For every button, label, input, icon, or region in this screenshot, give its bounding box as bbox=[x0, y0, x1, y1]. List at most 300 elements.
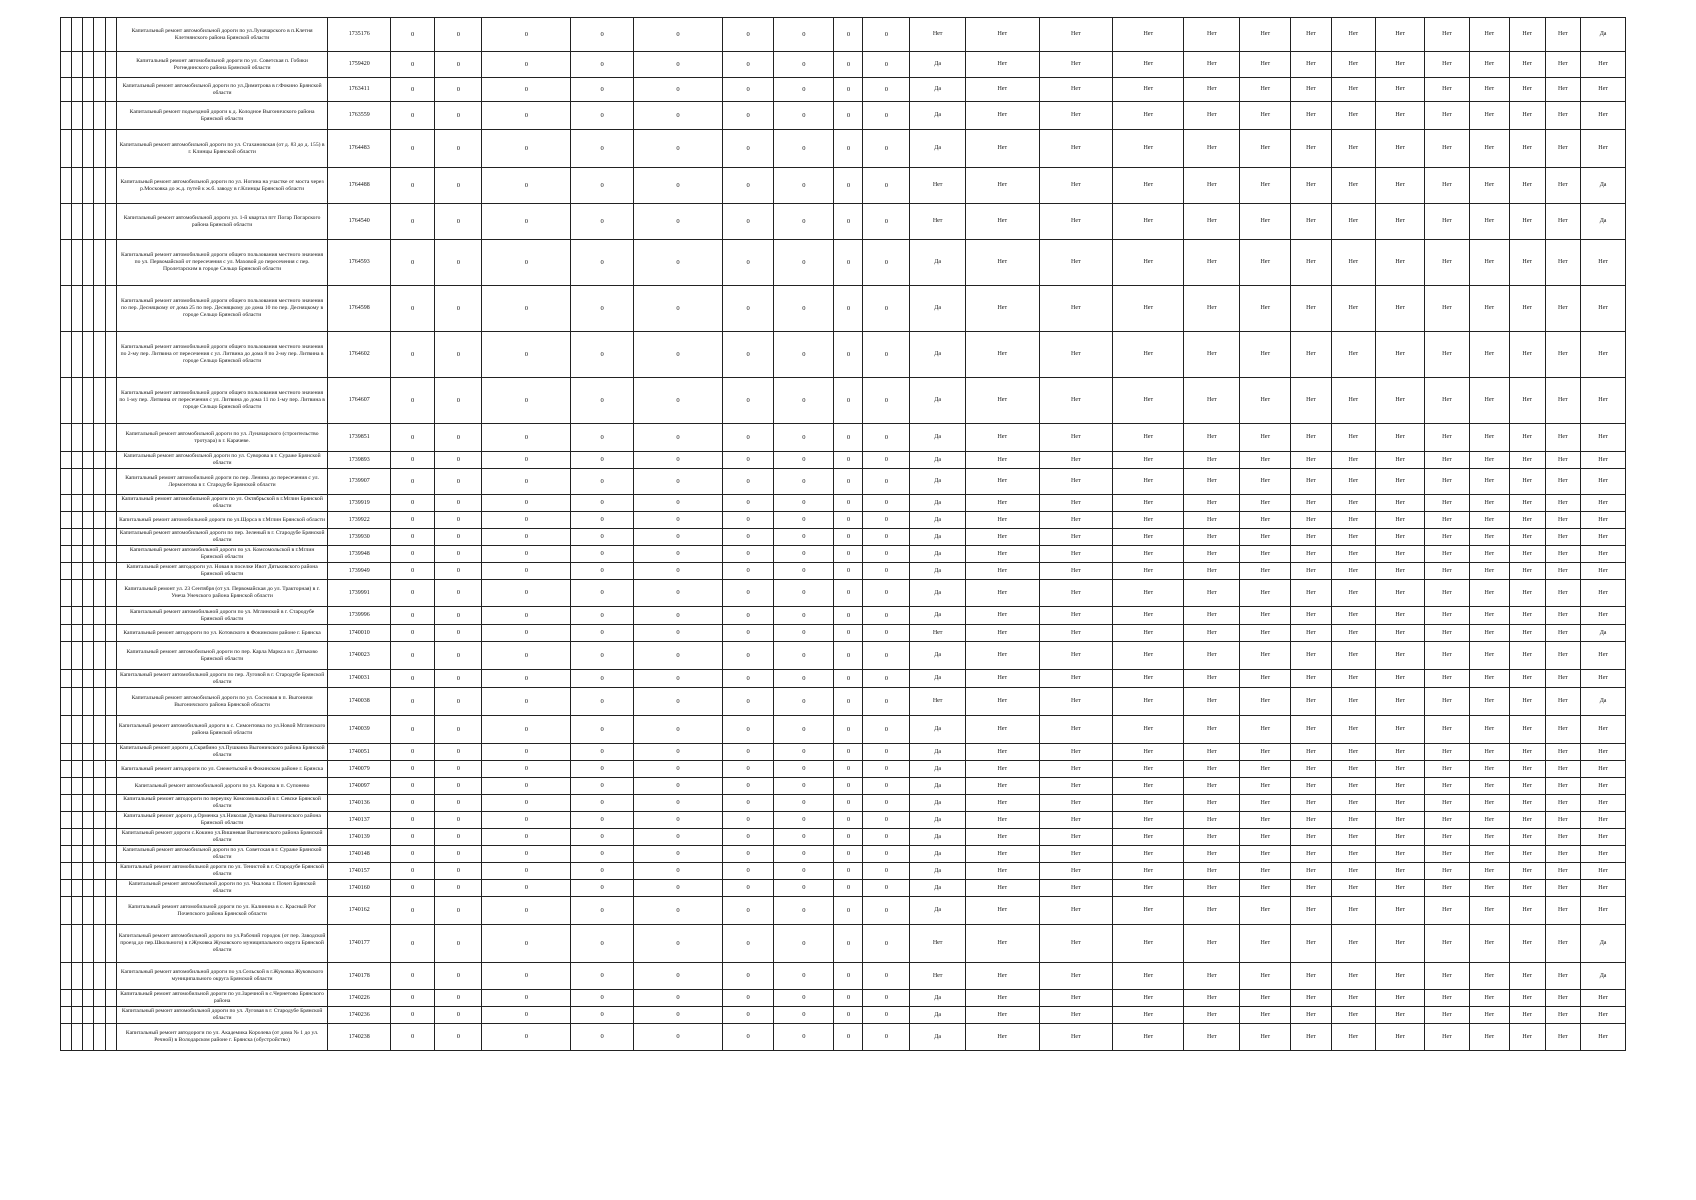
value-cell: 0 bbox=[834, 607, 863, 625]
flag-cell: Нет bbox=[1240, 744, 1291, 761]
value-cell: 0 bbox=[863, 78, 910, 102]
flag-cell: Нет bbox=[1039, 78, 1113, 102]
flag-cell: Нет bbox=[1545, 688, 1581, 716]
flag-cell: Нет bbox=[1581, 744, 1626, 761]
flag-cell: Нет bbox=[1039, 642, 1113, 670]
flag-cell: Нет bbox=[1039, 716, 1113, 744]
flag-cell: Нет bbox=[1509, 452, 1545, 469]
table-row bbox=[61, 688, 1626, 716]
flag-cell: Нет bbox=[965, 102, 1039, 130]
flag-cell: Нет bbox=[1425, 625, 1470, 642]
value-cell: 0 bbox=[435, 607, 482, 625]
row-id: 1739948 bbox=[328, 546, 390, 563]
empty-cell bbox=[105, 990, 116, 1007]
empty-cell bbox=[61, 512, 72, 529]
value-cell: 0 bbox=[390, 378, 435, 424]
flag-cell: Нет bbox=[1184, 607, 1240, 625]
empty-cell bbox=[72, 716, 83, 744]
flag-cell: Нет bbox=[1291, 378, 1331, 424]
flag-cell: Нет bbox=[1184, 168, 1240, 204]
flag-cell: Нет bbox=[1581, 286, 1626, 332]
table-row bbox=[61, 512, 1626, 529]
empty-cell bbox=[83, 332, 94, 378]
table-row bbox=[61, 469, 1626, 495]
flag-cell: Да bbox=[1581, 168, 1626, 204]
empty-cell bbox=[83, 716, 94, 744]
table-row bbox=[61, 580, 1626, 607]
value-cell: 0 bbox=[723, 378, 774, 424]
flag-cell: Нет bbox=[1331, 546, 1376, 563]
flag-cell: Нет bbox=[1240, 688, 1291, 716]
row-id: 1739851 bbox=[328, 424, 390, 452]
flag-cell: Нет bbox=[1581, 130, 1626, 168]
value-cell: 0 bbox=[482, 778, 571, 795]
value-cell: 0 bbox=[435, 102, 482, 130]
value-cell: 0 bbox=[435, 990, 482, 1007]
flag-cell: Нет bbox=[1509, 168, 1545, 204]
empty-cell bbox=[61, 1024, 72, 1051]
empty-cell bbox=[72, 529, 83, 546]
value-cell: 0 bbox=[571, 18, 633, 52]
row-id: 1740038 bbox=[328, 688, 390, 716]
flag-cell: Нет bbox=[1331, 778, 1376, 795]
flag-cell: Нет bbox=[1376, 424, 1425, 452]
flag-cell: Нет bbox=[1331, 625, 1376, 642]
flag-cell: Нет bbox=[1509, 812, 1545, 829]
flag-cell: Нет bbox=[1509, 563, 1545, 580]
row-description: Капитальный ремонт ул. 23 Сентября (от ул. Первомайская до ул. Тракторная) в г. Унеча Унечского района Брянской области bbox=[116, 580, 328, 607]
row-id: 1740148 bbox=[328, 846, 390, 863]
row-id: 1740178 bbox=[328, 963, 390, 990]
table-row bbox=[61, 795, 1626, 812]
value-cell: 0 bbox=[390, 240, 435, 286]
empty-cell bbox=[94, 716, 105, 744]
flag-cell: Нет bbox=[1113, 1024, 1184, 1051]
flag-cell: Нет bbox=[1184, 204, 1240, 240]
flag-cell: Нет bbox=[1425, 78, 1470, 102]
empty-cell bbox=[83, 688, 94, 716]
flag-cell: Нет bbox=[1113, 897, 1184, 925]
flag-cell: Нет bbox=[1291, 495, 1331, 512]
flag-cell: Да bbox=[910, 846, 966, 863]
flag-cell: Нет bbox=[1331, 688, 1376, 716]
value-cell: 0 bbox=[482, 546, 571, 563]
flag-cell: Нет bbox=[1581, 880, 1626, 897]
flag-cell: Нет bbox=[1581, 795, 1626, 812]
value-cell: 0 bbox=[723, 1007, 774, 1024]
flag-cell: Нет bbox=[1376, 52, 1425, 78]
flag-cell: Нет bbox=[1425, 829, 1470, 846]
flag-cell: Нет bbox=[1376, 512, 1425, 529]
table-row bbox=[61, 761, 1626, 778]
table-row bbox=[61, 546, 1626, 563]
flag-cell: Нет bbox=[1469, 240, 1509, 286]
empty-cell bbox=[61, 452, 72, 469]
empty-cell bbox=[83, 286, 94, 332]
flag-cell: Нет bbox=[1545, 642, 1581, 670]
empty-cell bbox=[94, 925, 105, 963]
flag-cell: Нет bbox=[1184, 625, 1240, 642]
empty-cell bbox=[105, 240, 116, 286]
flag-cell: Нет bbox=[1113, 204, 1184, 240]
table-row bbox=[61, 130, 1626, 168]
flag-cell: Нет bbox=[1291, 642, 1331, 670]
value-cell: 0 bbox=[571, 240, 633, 286]
row-id: 1740079 bbox=[328, 761, 390, 778]
value-cell: 0 bbox=[390, 130, 435, 168]
empty-cell bbox=[83, 102, 94, 130]
empty-cell bbox=[94, 812, 105, 829]
empty-cell bbox=[61, 469, 72, 495]
flag-cell: Нет bbox=[1509, 102, 1545, 130]
row-description: Капитальный ремонт автомобильной дороги по ул.Рабочий городок (от пер. Заводской проезд до пер.Школьного) в г.Жуковка Жуковского муниципального округа Брянской области bbox=[116, 925, 328, 963]
value-cell: 0 bbox=[571, 130, 633, 168]
row-description: Капитальный ремонт автомобильной дороги общего пользования местного значения по 1-му пер. Литвина от пересечения с ул. Литвина до дома 11 по 1-му пер. Литвина в городе Сельцо Брянской области bbox=[116, 378, 328, 424]
flag-cell: Нет bbox=[1184, 452, 1240, 469]
flag-cell: Нет bbox=[1184, 512, 1240, 529]
empty-cell bbox=[83, 529, 94, 546]
empty-cell bbox=[105, 424, 116, 452]
flag-cell: Нет bbox=[1113, 512, 1184, 529]
value-cell: 0 bbox=[482, 78, 571, 102]
flag-cell: Нет bbox=[910, 963, 966, 990]
empty-cell bbox=[83, 744, 94, 761]
flag-cell: Нет bbox=[1469, 78, 1509, 102]
flag-cell: Нет bbox=[1291, 925, 1331, 963]
value-cell: 0 bbox=[633, 512, 722, 529]
value-cell: 0 bbox=[435, 563, 482, 580]
value-cell: 0 bbox=[390, 963, 435, 990]
flag-cell: Нет bbox=[965, 863, 1039, 880]
flag-cell: Да bbox=[910, 761, 966, 778]
value-cell: 0 bbox=[482, 102, 571, 130]
empty-cell bbox=[72, 963, 83, 990]
empty-cell bbox=[72, 204, 83, 240]
flag-cell: Нет bbox=[1039, 778, 1113, 795]
flag-cell: Нет bbox=[1509, 18, 1545, 52]
flag-cell: Нет bbox=[1509, 642, 1545, 670]
value-cell: 0 bbox=[774, 240, 834, 286]
value-cell: 0 bbox=[723, 78, 774, 102]
value-cell: 0 bbox=[834, 812, 863, 829]
flag-cell: Нет bbox=[1469, 761, 1509, 778]
flag-cell: Нет bbox=[1425, 1007, 1470, 1024]
empty-cell bbox=[61, 990, 72, 1007]
flag-cell: Нет bbox=[1581, 778, 1626, 795]
value-cell: 0 bbox=[633, 963, 722, 990]
flag-cell: Нет bbox=[1113, 744, 1184, 761]
empty-cell bbox=[105, 744, 116, 761]
flag-cell: Нет bbox=[965, 580, 1039, 607]
flag-cell: Да bbox=[910, 495, 966, 512]
value-cell: 0 bbox=[435, 1024, 482, 1051]
value-cell: 0 bbox=[863, 286, 910, 332]
empty-cell bbox=[94, 670, 105, 688]
empty-cell bbox=[61, 716, 72, 744]
flag-cell: Нет bbox=[1039, 469, 1113, 495]
value-cell: 0 bbox=[571, 642, 633, 670]
flag-cell: Нет bbox=[1545, 990, 1581, 1007]
flag-cell: Нет bbox=[1545, 102, 1581, 130]
row-description: Капитальный ремонт автомобильной дороги по ул. Комсомольской в г.Мглин Брянской области bbox=[116, 546, 328, 563]
row-id: 1740139 bbox=[328, 829, 390, 846]
value-cell: 0 bbox=[390, 469, 435, 495]
value-cell: 0 bbox=[390, 795, 435, 812]
flag-cell: Нет bbox=[1240, 378, 1291, 424]
flag-cell: Нет bbox=[1113, 716, 1184, 744]
empty-cell bbox=[105, 1024, 116, 1051]
value-cell: 0 bbox=[774, 688, 834, 716]
flag-cell: Нет bbox=[965, 744, 1039, 761]
value-cell: 0 bbox=[435, 332, 482, 378]
flag-cell: Нет bbox=[965, 512, 1039, 529]
value-cell: 0 bbox=[633, 625, 722, 642]
table-row bbox=[61, 925, 1626, 963]
value-cell: 0 bbox=[863, 625, 910, 642]
flag-cell: Нет bbox=[910, 168, 966, 204]
value-cell: 0 bbox=[482, 580, 571, 607]
value-cell: 0 bbox=[435, 512, 482, 529]
value-cell: 0 bbox=[834, 670, 863, 688]
flag-cell: Нет bbox=[1469, 580, 1509, 607]
flag-cell: Нет bbox=[1581, 52, 1626, 78]
flag-cell: Нет bbox=[1113, 795, 1184, 812]
flag-cell: Нет bbox=[1291, 332, 1331, 378]
value-cell: 0 bbox=[633, 846, 722, 863]
flag-cell: Нет bbox=[1184, 761, 1240, 778]
flag-cell: Нет bbox=[1469, 563, 1509, 580]
value-cell: 0 bbox=[571, 846, 633, 863]
flag-cell: Нет bbox=[1581, 1024, 1626, 1051]
value-cell: 0 bbox=[633, 863, 722, 880]
empty-cell bbox=[61, 846, 72, 863]
empty-cell bbox=[72, 795, 83, 812]
value-cell: 0 bbox=[834, 168, 863, 204]
empty-cell bbox=[105, 452, 116, 469]
flag-cell: Да bbox=[910, 990, 966, 1007]
value-cell: 0 bbox=[390, 778, 435, 795]
table-row bbox=[61, 286, 1626, 332]
value-cell: 0 bbox=[834, 963, 863, 990]
flag-cell: Нет bbox=[1509, 688, 1545, 716]
value-cell: 0 bbox=[834, 18, 863, 52]
flag-cell: Нет bbox=[1425, 761, 1470, 778]
value-cell: 0 bbox=[390, 925, 435, 963]
flag-cell: Нет bbox=[1376, 78, 1425, 102]
flag-cell: Нет bbox=[1113, 688, 1184, 716]
value-cell: 0 bbox=[571, 286, 633, 332]
flag-cell: Да bbox=[910, 78, 966, 102]
empty-cell bbox=[94, 744, 105, 761]
value-cell: 0 bbox=[774, 925, 834, 963]
value-cell: 0 bbox=[390, 580, 435, 607]
flag-cell: Да bbox=[910, 102, 966, 130]
row-description: Капитальный ремонт автомобильной дороги по ул.Димитрова в г.Фокино Брянской области bbox=[116, 78, 328, 102]
flag-cell: Нет bbox=[1184, 378, 1240, 424]
flag-cell: Нет bbox=[1509, 607, 1545, 625]
flag-cell: Нет bbox=[1425, 925, 1470, 963]
flag-cell: Нет bbox=[1039, 846, 1113, 863]
empty-cell bbox=[105, 642, 116, 670]
flag-cell: Нет bbox=[965, 925, 1039, 963]
flag-cell: Нет bbox=[1240, 716, 1291, 744]
row-id: 1763559 bbox=[328, 102, 390, 130]
flag-cell: Нет bbox=[1509, 761, 1545, 778]
table-body bbox=[61, 18, 1626, 1051]
flag-cell: Нет bbox=[1184, 495, 1240, 512]
value-cell: 0 bbox=[390, 846, 435, 863]
empty-cell bbox=[61, 688, 72, 716]
value-cell: 0 bbox=[482, 744, 571, 761]
flag-cell: Нет bbox=[1039, 563, 1113, 580]
value-cell: 0 bbox=[723, 495, 774, 512]
value-cell: 0 bbox=[390, 642, 435, 670]
row-description: Капитальный ремонт автомобильной дороги по ул. Мглинской в г. Стародубе Брянской области bbox=[116, 607, 328, 625]
value-cell: 0 bbox=[834, 897, 863, 925]
empty-cell bbox=[72, 168, 83, 204]
value-cell: 0 bbox=[723, 1024, 774, 1051]
row-id: 1740137 bbox=[328, 812, 390, 829]
value-cell: 0 bbox=[723, 52, 774, 78]
flag-cell: Нет bbox=[1469, 512, 1509, 529]
value-cell: 0 bbox=[390, 744, 435, 761]
flag-cell: Нет bbox=[1184, 812, 1240, 829]
value-cell: 0 bbox=[571, 688, 633, 716]
flag-cell: Нет bbox=[1331, 580, 1376, 607]
flag-cell: Нет bbox=[1581, 1007, 1626, 1024]
flag-cell: Нет bbox=[1376, 625, 1425, 642]
value-cell: 0 bbox=[633, 688, 722, 716]
empty-cell bbox=[94, 52, 105, 78]
flag-cell: Нет bbox=[1376, 925, 1425, 963]
flag-cell: Да bbox=[1581, 925, 1626, 963]
table-row bbox=[61, 332, 1626, 378]
flag-cell: Нет bbox=[1545, 78, 1581, 102]
flag-cell: Нет bbox=[1039, 963, 1113, 990]
value-cell: 0 bbox=[774, 670, 834, 688]
empty-cell bbox=[61, 78, 72, 102]
empty-cell bbox=[83, 990, 94, 1007]
flag-cell: Нет bbox=[1376, 990, 1425, 1007]
value-cell: 0 bbox=[723, 846, 774, 863]
flag-cell: Нет bbox=[1545, 925, 1581, 963]
empty-cell bbox=[72, 778, 83, 795]
value-cell: 0 bbox=[571, 778, 633, 795]
value-cell: 0 bbox=[482, 168, 571, 204]
table-row bbox=[61, 18, 1626, 52]
flag-cell: Нет bbox=[1581, 990, 1626, 1007]
flag-cell: Нет bbox=[1376, 880, 1425, 897]
empty-cell bbox=[83, 240, 94, 286]
flag-cell: Нет bbox=[965, 990, 1039, 1007]
value-cell: 0 bbox=[834, 78, 863, 102]
value-cell: 0 bbox=[633, 925, 722, 963]
flag-cell: Нет bbox=[1376, 130, 1425, 168]
empty-cell bbox=[72, 286, 83, 332]
empty-cell bbox=[94, 204, 105, 240]
flag-cell: Нет bbox=[1291, 580, 1331, 607]
row-description: Капитальный ремонт автомобильной дороги по ул. Чкалова г. Почеп Брянской области bbox=[116, 880, 328, 897]
flag-cell: Нет bbox=[1469, 795, 1509, 812]
value-cell: 0 bbox=[863, 795, 910, 812]
flag-cell: Да bbox=[910, 744, 966, 761]
empty-cell bbox=[83, 52, 94, 78]
flag-cell: Нет bbox=[1581, 424, 1626, 452]
empty-cell bbox=[105, 880, 116, 897]
flag-cell: Нет bbox=[1425, 204, 1470, 240]
flag-cell: Нет bbox=[1376, 812, 1425, 829]
value-cell: 0 bbox=[774, 204, 834, 240]
flag-cell: Да bbox=[910, 240, 966, 286]
empty-cell bbox=[94, 761, 105, 778]
flag-cell: Нет bbox=[1240, 829, 1291, 846]
row-description: Капитальный ремонт автомобильной дороги по ул. Стахановская (от д. 83 до д. 155) в г. Клинцы Брянской области bbox=[116, 130, 328, 168]
flag-cell: Нет bbox=[1376, 795, 1425, 812]
empty-cell bbox=[72, 378, 83, 424]
flag-cell: Нет bbox=[1113, 452, 1184, 469]
value-cell: 0 bbox=[834, 529, 863, 546]
flag-cell: Нет bbox=[1184, 1007, 1240, 1024]
value-cell: 0 bbox=[571, 512, 633, 529]
empty-cell bbox=[61, 795, 72, 812]
value-cell: 0 bbox=[863, 512, 910, 529]
flag-cell: Нет bbox=[1425, 168, 1470, 204]
flag-cell: Нет bbox=[1331, 880, 1376, 897]
flag-cell: Нет bbox=[1291, 778, 1331, 795]
flag-cell: Нет bbox=[1184, 897, 1240, 925]
value-cell: 0 bbox=[774, 990, 834, 1007]
flag-cell: Нет bbox=[1291, 795, 1331, 812]
table-row bbox=[61, 812, 1626, 829]
flag-cell: Нет bbox=[1545, 130, 1581, 168]
value-cell: 0 bbox=[723, 18, 774, 52]
empty-cell bbox=[94, 795, 105, 812]
value-cell: 0 bbox=[482, 863, 571, 880]
empty-cell bbox=[72, 642, 83, 670]
flag-cell: Нет bbox=[1509, 424, 1545, 452]
value-cell: 0 bbox=[774, 78, 834, 102]
value-cell: 0 bbox=[774, 829, 834, 846]
flag-cell: Нет bbox=[1113, 880, 1184, 897]
value-cell: 0 bbox=[834, 495, 863, 512]
flag-cell: Нет bbox=[965, 168, 1039, 204]
flag-cell: Нет bbox=[1545, 880, 1581, 897]
empty-cell bbox=[94, 512, 105, 529]
row-id: 1740238 bbox=[328, 1024, 390, 1051]
flag-cell: Нет bbox=[1291, 963, 1331, 990]
flag-cell: Нет bbox=[1425, 880, 1470, 897]
flag-cell: Нет bbox=[1291, 78, 1331, 102]
row-id: 1740226 bbox=[328, 990, 390, 1007]
value-cell: 0 bbox=[435, 546, 482, 563]
flag-cell: Нет bbox=[1425, 495, 1470, 512]
empty-cell bbox=[61, 332, 72, 378]
flag-cell: Нет bbox=[965, 529, 1039, 546]
flag-cell: Нет bbox=[1469, 688, 1509, 716]
flag-cell: Нет bbox=[1509, 1024, 1545, 1051]
value-cell: 0 bbox=[774, 580, 834, 607]
table-row bbox=[61, 670, 1626, 688]
flag-cell: Нет bbox=[1184, 716, 1240, 744]
empty-cell bbox=[105, 925, 116, 963]
flag-cell: Нет bbox=[1545, 580, 1581, 607]
value-cell: 0 bbox=[435, 925, 482, 963]
flag-cell: Нет bbox=[1331, 607, 1376, 625]
empty-cell bbox=[94, 778, 105, 795]
flag-cell: Нет bbox=[1581, 332, 1626, 378]
flag-cell: Нет bbox=[1545, 1007, 1581, 1024]
empty-cell bbox=[105, 897, 116, 925]
